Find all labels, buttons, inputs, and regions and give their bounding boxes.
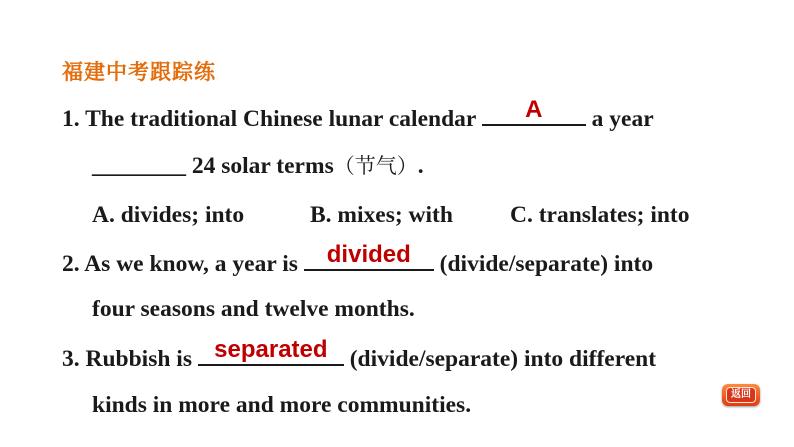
q3-prefix: 3. Rubbish is <box>62 346 198 372</box>
q1-option-a: A. divides; into <box>92 202 245 228</box>
q3-blank <box>198 336 344 366</box>
q1-blank-2: ________ <box>92 153 186 179</box>
back-button-label: 返回 <box>726 387 756 403</box>
q1-option-b: B. mixes; with <box>310 202 453 228</box>
section-heading: 福建中考跟踪练 <box>62 60 216 84</box>
question-3-line-1 <box>62 336 657 374</box>
q3-answer: separated <box>214 336 328 363</box>
q1-line2-end: . <box>417 153 424 179</box>
question-2-line-2: four seasons and twelve months. <box>92 296 415 322</box>
q1-suffix: a year <box>585 106 654 132</box>
q1-line2-text: 24 solar terms <box>186 153 334 179</box>
q2-prefix: 2. As we know, a year is <box>62 251 304 277</box>
q2-blank <box>304 241 434 271</box>
q1-line2-cn: （节气） <box>333 154 418 178</box>
q1-blank <box>482 96 586 126</box>
question-2-line-1 <box>62 241 654 279</box>
q3-suffix: (divide/separate) into different <box>343 346 657 372</box>
q2-suffix: (divide/separate) into <box>433 251 654 277</box>
q1-prefix: 1. The traditional Chinese lunar calendar <box>62 106 482 132</box>
question-3-line-2: kinds in more and more communities. <box>92 392 472 418</box>
question-1-line-1 <box>62 96 654 134</box>
q1-answer: A <box>525 96 543 123</box>
question-1-line-2 <box>92 151 424 181</box>
q2-answer: divided <box>326 241 411 268</box>
back-button[interactable] <box>722 384 760 406</box>
q1-option-c: C. translates; into <box>510 202 690 228</box>
